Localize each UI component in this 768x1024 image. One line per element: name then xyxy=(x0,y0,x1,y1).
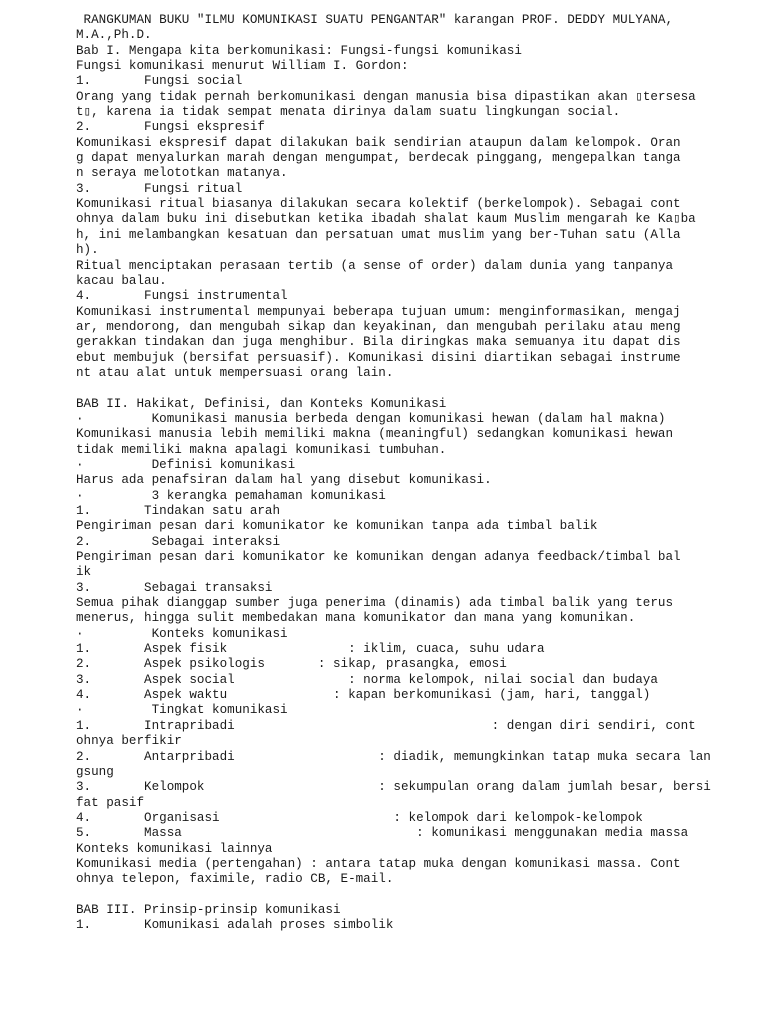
text-line: gerakkan tindakan dan juga menghibur. Bila diringkas maka semuanya itu dapat dis xyxy=(76,335,681,350)
list-item-heading: 3. Fungsi ritual xyxy=(76,181,243,196)
text-line: ohnya dalam buku ini disebutkan ketika ibadah shalat kaum Muslim mengarah ke Ka▯ba xyxy=(76,212,696,227)
text-line: Komunikasi ritual biasanya dilakukan secara kolektif (berkelompok). Sebagai cont xyxy=(76,197,681,212)
chapter-1-heading: Bab I. Mengapa kita berkomunikasi: Fungsi-fungsi komunikasi xyxy=(76,43,522,58)
bullet-item: · Komunikasi manusia berbeda dengan komunikasi hewan (dalam hal makna) xyxy=(76,411,666,426)
text-line: Semua pihak dianggap sumber juga penerima (dinamis) ada timbal balik yang terus xyxy=(76,596,674,611)
list-item: 3. Kelompok : sekumpulan orang dalam jumlah besar, bersi xyxy=(76,780,711,795)
text-line: ohnya telepon, faximile, radio CB, E-mail. xyxy=(76,872,394,887)
text-line: Konteks komunikasi lainnya xyxy=(76,841,273,856)
list-item-heading: 1. Tindakan satu arah xyxy=(76,504,281,518)
text-line: menerus, hingga sulit membedakan mana komunikator dan mana yang komunikan. xyxy=(76,611,636,626)
text-line: h). xyxy=(76,243,99,258)
document-title-line-1: RANGKUMAN BUKU "ILMU KOMUNIKASI SUATU PENGANTAR" karangan PROF. DEDDY MULYANA, xyxy=(76,13,674,27)
blank-line xyxy=(76,888,756,903)
list-item-heading: 2. Fungsi ekspresif xyxy=(76,120,265,135)
list-item-heading: 3. Sebagai transaksi xyxy=(76,580,273,595)
list-item: 4. Organisasi : kelompok dari kelompok-kelompok xyxy=(76,810,643,825)
chapter-3-heading: BAB III. Prinsip-prinsip komunikasi xyxy=(76,902,341,917)
text-line: Komunikasi media (pertengahan) : antara tatap muka dengan komunikasi massa. Cont xyxy=(76,856,681,871)
text-line: ik xyxy=(76,565,92,580)
text-line: Pengiriman pesan dari komunikator ke komunikan dengan adanya feedback/timbal bal xyxy=(76,550,681,565)
list-item-heading: 2. Sebagai interaksi xyxy=(76,534,281,549)
text-line: ar, mendorong, dan mengubah sikap dan keyakinan, dan mengubah perilaku atau meng xyxy=(76,319,681,334)
chapter-2-heading: BAB II. Hakikat, Definisi, dan Konteks Komunikasi xyxy=(76,396,447,411)
text-line: ebut membujuk (bersifat persuasif). Komunikasi disini diartikan sebagai instrume xyxy=(76,350,681,365)
list-item: 4. Aspek waktu : kapan berkomunikasi (jam, hari, tanggal) xyxy=(76,688,651,703)
text-line: ohnya berfikir xyxy=(76,734,182,749)
text-line: Komunikasi ekspresif dapat dilakukan baik sendirian ataupun dalam kelompok. Oran xyxy=(76,135,681,150)
list-item: 5. Massa : komunikasi menggunakan media massa xyxy=(76,826,689,841)
document-title-line-2: M.A.,Ph.D. xyxy=(76,28,152,43)
document-body xyxy=(76,13,756,934)
list-item-heading: 1. Fungsi social xyxy=(76,74,243,89)
text-line: Orang yang tidak pernah berkomunikasi dengan manusia bisa dipastikan akan ▯tersesa xyxy=(76,89,696,104)
list-item-heading: 4. Fungsi instrumental xyxy=(76,289,288,304)
text-line: Harus ada penafsiran dalam hal yang disebut komunikasi. xyxy=(76,473,492,488)
text-line: nt atau alat untuk mempersuasi orang lain. xyxy=(76,365,394,380)
text-line: Komunikasi manusia lebih memiliki makna (meaningful) sedangkan komunikasi hewan xyxy=(76,427,674,442)
text-line: kacau balau. xyxy=(76,273,167,288)
list-item-heading: 1. Komunikasi adalah proses simbolik xyxy=(76,918,394,933)
bullet-item: · Konteks komunikasi xyxy=(76,626,288,641)
bullet-item: · Definisi komunikasi xyxy=(76,457,296,472)
bullet-item: · 3 kerangka pemahaman komunikasi xyxy=(76,488,386,503)
text-line: Ritual menciptakan perasaan tertib (a sense of order) dalam dunia yang tanpanya xyxy=(76,258,674,273)
text-line: Komunikasi instrumental mempunyai beberapa tujuan umum: menginformasikan, mengaj xyxy=(76,304,681,319)
text-line: Fungsi komunikasi menurut William I. Gordon: xyxy=(76,59,409,74)
text-line: Pengiriman pesan dari komunikator ke komunikan tanpa ada timbal balik xyxy=(76,519,598,534)
text-line: t▯, karena ia tidak sempat menata dirinya dalam suatu lingkungan social. xyxy=(76,105,621,120)
list-item: 3. Aspek social : norma kelompok, nilai social dan budaya xyxy=(76,672,658,687)
text-line: gsung xyxy=(76,764,114,779)
text-line: n seraya melototkan matanya. xyxy=(76,166,288,181)
list-item: 2. Aspek psikologis : sikap, prasangka, emosi xyxy=(76,657,507,672)
text-line: tidak memiliki makna apalagi komunikasi tumbuhan. xyxy=(76,442,447,457)
blank-line xyxy=(76,381,756,396)
list-item: 1. Aspek fisik : iklim, cuaca, suhu udara xyxy=(76,642,545,657)
bullet-item: · Tingkat komunikasi xyxy=(76,703,288,718)
text-line: g dapat menyalurkan marah dengan mengumpat, berdecak pinggang, mengepalkan tanga xyxy=(76,151,681,166)
list-item: 1. Intrapribadi : dengan diri sendiri, cont xyxy=(76,718,696,733)
list-item: 2. Antarpribadi : diadik, memungkinkan tatap muka secara lan xyxy=(76,749,711,764)
text-line: h, ini melambangkan kesatuan dan persatuan umat muslim yang ber-Tuhan satu (Alla xyxy=(76,227,681,242)
text-line: fat pasif xyxy=(76,795,145,810)
